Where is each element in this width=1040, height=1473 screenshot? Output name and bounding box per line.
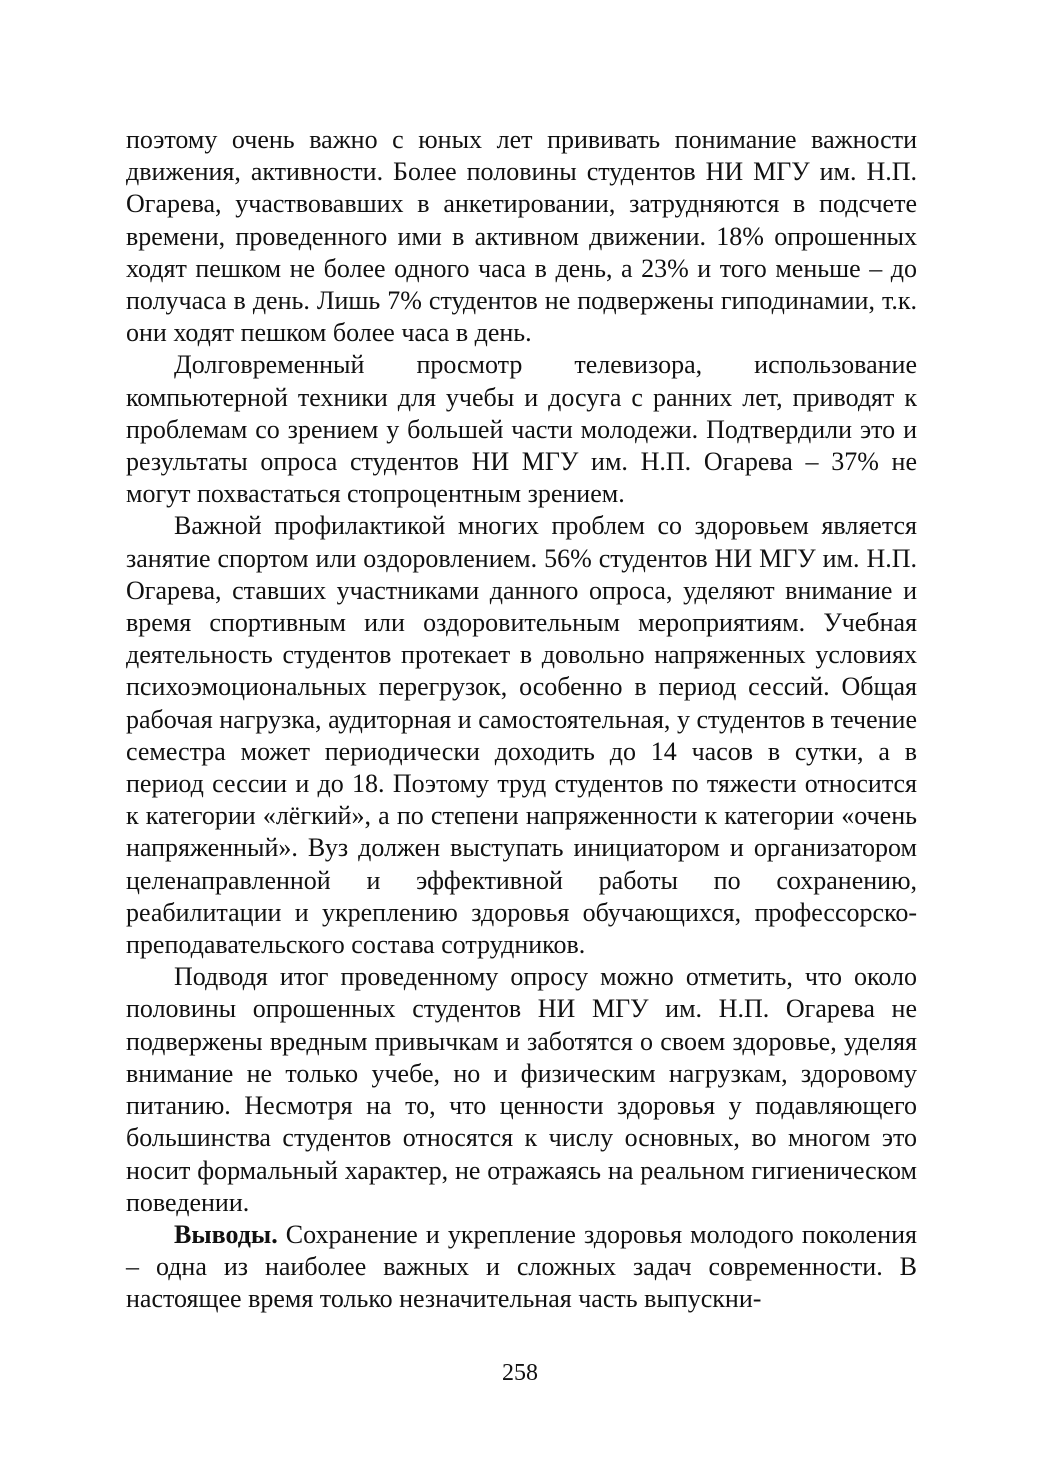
paragraph-continuation: поэтому очень важно с юных лет прививать понимание важности движения, активности. Более половины студентов НИ МГУ им. Н.П. Огарева, участвовавших в анкетировании, затрудняются в подсчете времени, проведенного ими в активном движении. 18% опрошенных ходят пешком не более одного часа в день, а 23% и того меньше – до получаса в день. Лишь 7% студентов не подвержены гиподинамии, т.к. они ходят пешком более часа в день.	[126, 125, 917, 348]
conclusions-heading: Выводы.	[174, 1219, 278, 1249]
paragraph-sport: Важной профилактикой многих проблем со здоровьем является занятие спортом или оздоровлением. 56% студентов НИ МГУ им. Н.П. Огарева, ставших участниками данного опроса, уделяют внимание и время спортивным или оздоровительным мероприятиям. Учебная деятельность студентов протекает в довольно напряженных условиях психоэмоциональных перегрузок, особенно в период сессий. Общая рабочая нагрузка, аудиторная и самостоятельная, у студентов в течение семестра может периодически доходить до 14 часов в сутки, а в период сессии и до 18. Поэтому труд студентов по тяжести относится к категории «лёгкий», а по степени напряженности к категории «очень напряженный». Вуз должен выступать инициатором и организатором целенаправленной и эффективной работы по сохранению, реабилитации и укреплению здоровья обучающихся, профессорско-преподавательского состава сотрудников.	[126, 511, 917, 960]
paragraph-conclusions	[126, 1219, 917, 1316]
paragraph-vision: Долговременный просмотр телевизора, использование компьютерной техники для учебы и досуга с ранних лет, приводят к проблемам со зрением у большей части молодежи. Подтвердили это и результаты опроса студентов НИ МГУ им. Н.П. Огарева – 37% не могут похвастаться стопроцентным зрением.	[126, 350, 917, 509]
page-number: 258	[502, 1360, 538, 1386]
conclusions-text: Сохранение и укрепление здоровья молодого поколения – одна из наиболее важных и сложных задач современности. В настоящее время только незначительная часть выпускни-	[126, 1219, 917, 1314]
body-text	[126, 124, 917, 1316]
paragraph-summary: Подводя итог проведенному опросу можно отметить, что около половины опрошенных студентов НИ МГУ им. Н.П. Огарева не подвержены вредным привычкам и заботятся о своем здоровье, уделяя внимание не только учебе, но и физическим нагрузкам, здоровому питанию. Несмотря на то, что ценности здоровья у подавляющего большинства студентов относятся к числу основных, во многом это носит формальный характер, не отражаясь на реальном гигиеническом поведении.	[126, 962, 917, 1217]
